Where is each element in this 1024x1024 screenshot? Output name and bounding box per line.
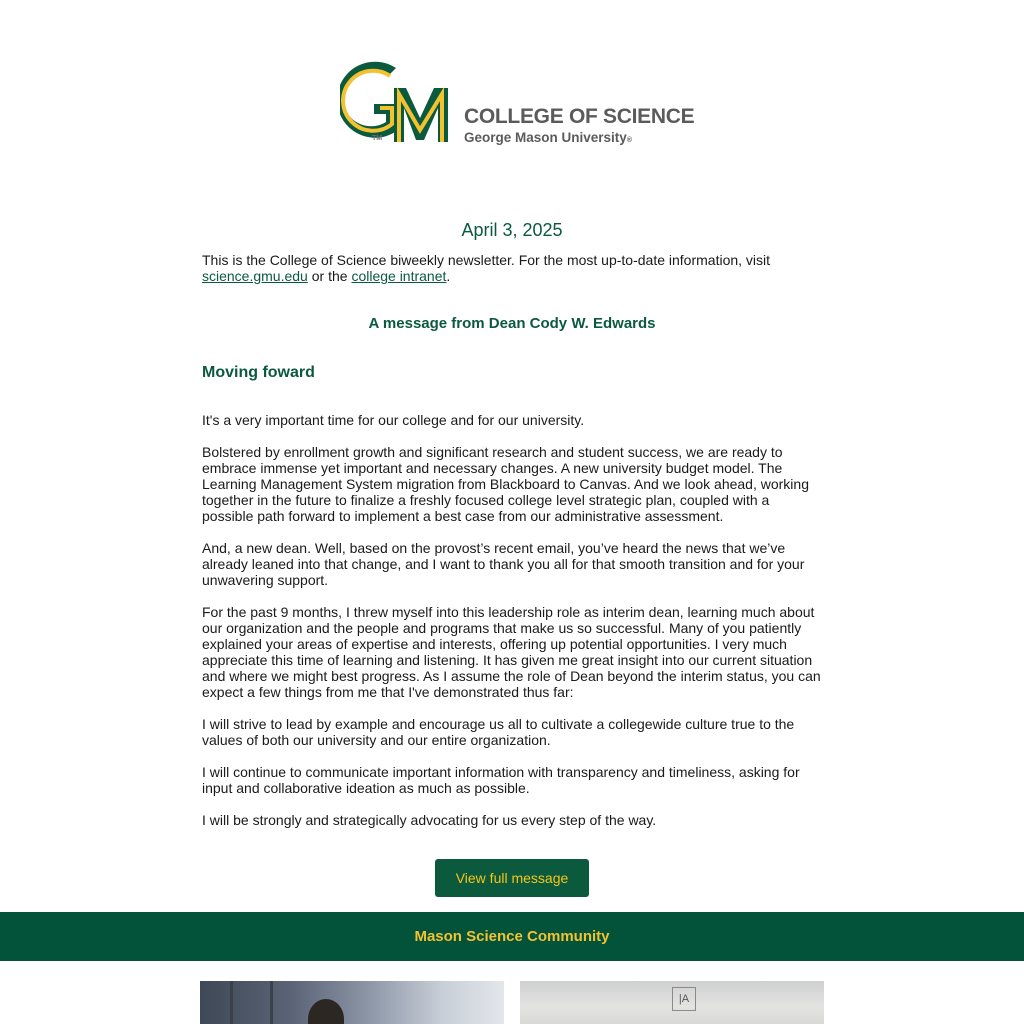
message-body	[202, 412, 824, 844]
message-paragraph: I will continue to communicate important information with transparency and timeliness, asking for input and collaborative ideation as much as possible.	[202, 764, 800, 796]
message-paragraph: I will strive to lead by example and encourage us all to cultivate a collegewide culture true to the values of both our university and our entire organization.	[202, 716, 795, 748]
person-silhouette	[308, 999, 344, 1024]
dean-message-heading: A message from Dean Cody W. Edwards	[368, 315, 656, 332]
community-photo-person[interactable]	[200, 981, 504, 1024]
message-paragraph: For the past 9 months, I threw myself into this leadership role as interim dean, learning much about our organization and the people and programs that make us so successful. Many of you patiently explained your areas of expertise and interests, offering up potential opportunities. I very much appreciate this time of learning and listening. It has given me great insight into our current situation and where we might best progress. As I assume the role of Dean beyond the interim status, you can expect a few things from me that I've demonstrated thus far:	[202, 604, 821, 700]
community-section-band	[0, 912, 1024, 961]
message-paragraph: It's a very important time for our college and for our university.	[202, 412, 585, 428]
intro-text: This is the College of Science biweekly newsletter. For the most up-to-date information, visit science.gmu.edu or the college intranet.	[202, 252, 771, 284]
community-section-title: Mason Science Community	[414, 928, 610, 945]
whiteboard-drawing: |A	[672, 987, 696, 1011]
college-logo	[340, 58, 695, 148]
view-full-message-button[interactable]: View full message	[435, 859, 589, 897]
university-name: George Mason University®	[464, 130, 632, 145]
community-photo-whiteboard[interactable]	[520, 981, 824, 1024]
window-frame	[230, 981, 233, 1024]
college-intranet-link[interactable]: college intranet	[351, 268, 447, 284]
science-site-link[interactable]: science.gmu.edu	[202, 268, 308, 284]
section-title: Moving foward	[202, 364, 315, 381]
message-paragraph: I will be strongly and strategically advocating for us every step of the way.	[202, 812, 657, 828]
gm-monogram-icon	[340, 58, 462, 148]
window-frame	[270, 981, 273, 1024]
college-name: COLLEGE OF SCIENCE	[464, 105, 695, 128]
message-paragraph: Bolstered by enrollment growth and significant research and student success, we are ready to embrace immense yet important and necessary changes. A new university budget model. The Learning Management System migration from Blackboard to Canvas. And we look ahead, working together in the future to finalize a freshly focused college level strategic plan, coupled with a possible path forward to implement a best case from our administrative assessment.	[202, 444, 809, 524]
trademark-label: TM	[372, 135, 383, 142]
newsletter-date: April 3, 2025	[461, 220, 563, 240]
message-paragraph: And, a new dean. Well, based on the provost’s recent email, you’ve heard the news that we’ve already leaned into that change, and I want to thank you all for that smooth transition and for your unwavering support.	[202, 540, 805, 588]
